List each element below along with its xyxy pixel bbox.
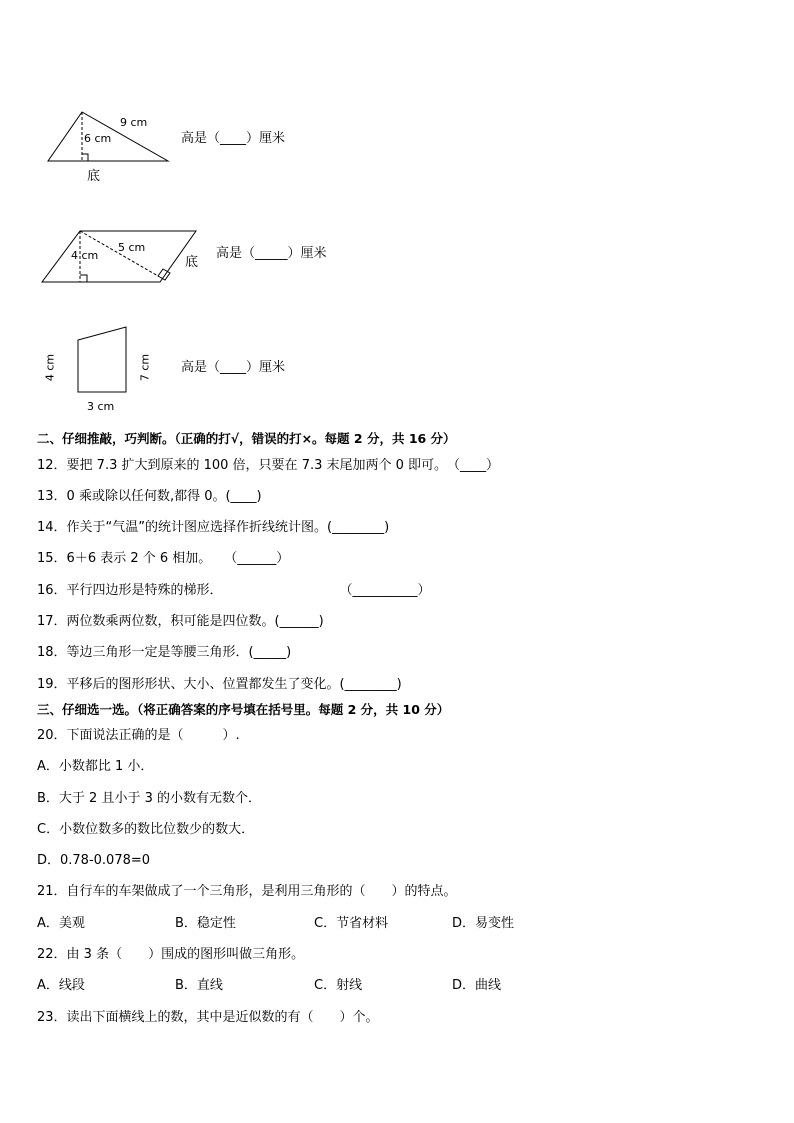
question-20-option-d: D．0.78-0.078=0 bbox=[37, 853, 151, 868]
question-22-option-c: C．射线 bbox=[314, 978, 363, 993]
trapezoid-right-label: 7 cm bbox=[138, 353, 152, 382]
question-21-option-a: A．美观 bbox=[37, 916, 85, 931]
triangle-hypotenuse-label: 9 cm bbox=[120, 116, 148, 129]
question-22-stem: 22．由 3 条（ ）围成的图形叫做三角形。 bbox=[37, 947, 305, 962]
question-20-stem: 20．下面说法正确的是（ ）. bbox=[37, 728, 240, 743]
triangle-base-label: 底 bbox=[87, 169, 101, 184]
question-22-option-d: D．曲线 bbox=[452, 978, 502, 993]
question-19: 19．平移后的图形形状、大小、位置都发生了变化。(________) bbox=[37, 677, 402, 692]
question-20-option-c: C．小数位数多的数比位数少的数大． bbox=[37, 822, 255, 837]
question-22-option-a: A．线段 bbox=[37, 978, 85, 993]
question-14: 14．作关于“气温”的统计图应选择作折线统计图。(________) bbox=[37, 520, 390, 535]
trapezoid-answer: 高是（____）厘米 bbox=[181, 360, 286, 375]
question-23-stem: 23．读出下面横线上的数，其中是近似数的有（ ）个。 bbox=[37, 1010, 379, 1025]
question-21-option-d: D．易变性 bbox=[452, 916, 515, 931]
question-13: 13．0 乘或除以任何数,都得 0。(____) bbox=[37, 489, 262, 504]
question-12: 12．要把 7.3 扩大到原来的 100 倍，只要在 7.3 末尾加两个 0 即可。 （____） bbox=[37, 458, 500, 473]
question-18: 18．等边三角形一定是等腰三角形．(_____) bbox=[37, 645, 292, 660]
trapezoid-left-label: 4 cm bbox=[43, 353, 57, 382]
trapezoid-drawing bbox=[0, 0, 794, 420]
triangle-answer: 高是（____）厘米 bbox=[181, 131, 286, 146]
question-21-option-b: B．稳定性 bbox=[175, 916, 236, 931]
question-20-option-a: A．小数都比 1 小． bbox=[37, 759, 154, 774]
question-21-option-c: C．节省材料 bbox=[314, 916, 389, 931]
section3-heading: 三、仔细选一选。（将正确答案的序号填在括号里。每题 2 分，共 10 分） bbox=[37, 702, 450, 717]
triangle-height-label: 6 cm bbox=[84, 132, 112, 145]
question-15: 15．6＋6 表示 2 个 6 相加。 （______） bbox=[37, 551, 290, 566]
trapezoid-figure bbox=[0, 0, 794, 420]
question-16: 16．平行四边形是特殊的梯形． （__________） bbox=[37, 583, 431, 598]
parallelogram-answer: 高是（_____）厘米 bbox=[216, 246, 327, 261]
parallelogram-side-label: 底 bbox=[185, 255, 199, 270]
question-21-stem: 21．自行车的车架做成了一个三角形，是利用三角形的（ ）的特点。 bbox=[37, 884, 457, 899]
question-20-option-b: B．大于 2 且小于 3 的小数有无数个． bbox=[37, 791, 261, 806]
question-22-option-b: B．直线 bbox=[175, 978, 223, 993]
question-17: 17．两位数乘两位数，积可能是四位数。(______) bbox=[37, 614, 324, 629]
trapezoid-bottom-label: 3 cm bbox=[87, 400, 115, 413]
parallelogram-height-label: 4 cm bbox=[71, 249, 99, 262]
section2-heading: 二、仔细推敲，巧判断。（正确的打√，错误的打×。每题 2 分，共 16 分） bbox=[37, 431, 456, 446]
question-22-options bbox=[37, 978, 737, 994]
question-21-options bbox=[37, 916, 737, 932]
parallelogram-diagonal-label: 5 cm bbox=[118, 241, 146, 254]
